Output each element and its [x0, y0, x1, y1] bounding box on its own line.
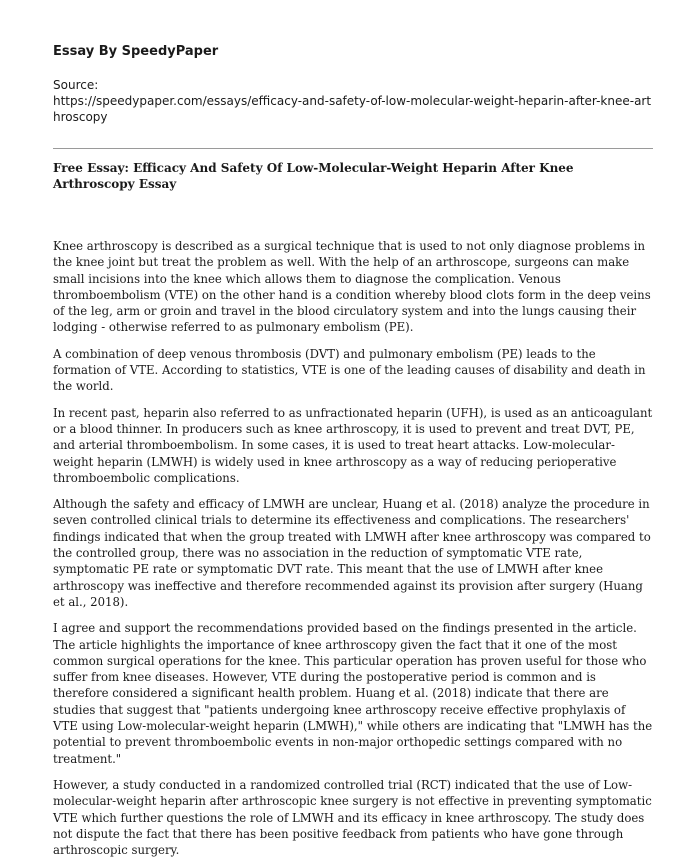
essay-paragraph: A combination of deep venous thrombosis (DVT) and pulmonary embolism (PE) leads to the formation of VTE. According to statistics, VTE is one of the leading causes of disability and death in the world. [53, 346, 646, 394]
document-header-title: Essay By SpeedyPaper [53, 44, 219, 59]
source-block [53, 77, 653, 125]
essay-body [53, 238, 653, 858]
source-url: https://speedypaper.com/essays/efficacy-and-safety-of-low-molecular-weight-heparin-after-knee-arthroscopy [53, 94, 652, 124]
essay-title: Free Essay: Efficacy And Safety Of Low-Molecular-Weight Heparin After Knee Arthroscopy Essay [53, 161, 574, 191]
essay-paragraph: However, a study conducted in a randomized controlled trial (RCT) indicated that the use of Low-molecular-weight heparin after arthroscopic knee surgery is not effective in preventing symptomatic VTE which further questions the role of LMWH and its efficacy in knee arthroscopy. The study does not dispute the fact that there has been positive feedback from patients who have gone through arthroscopic surgery. [53, 777, 652, 858]
essay-paragraph: In recent past, heparin also referred to as unfractionated heparin (UFH), is used as an anticoagulant or a blood thinner. In producers such as knee arthroscopy, it is used to prevent and treat DVT, PE, and arterial thromboembolism. In some cases, it is used to treat heart attacks. Low-molecular-weight heparin (LMWH) is widely used in knee arthroscopy as a way of reducing perioperative thromboembolic complications. [53, 405, 653, 485]
essay-paragraph: I agree and support the recommendations provided based on the findings presented in the article. The article highlights the importance of knee arthroscopy given the fact that it one of the most common surgical operations for the knee. This particular operation has proven useful for those who suffer from knee diseases. However, VTE during the postoperative period is common and is therefore considered a significant health problem. Huang et al. (2018) indicate that there are studies that suggest that "patients undergoing knee arthroscopy receive effective prophylaxis of VTE using Low-molecular-weight heparin (LMWH)," while others are indicating that "LMWH has the potential to prevent thromboembolic events in non-major orthopedic settings compared with no treatment." [53, 621, 653, 766]
header-divider [53, 148, 653, 149]
source-label: Source: [53, 78, 99, 92]
essay-paragraph: Although the safety and efficacy of LMWH are unclear, Huang et al. (2018) analyze the procedure in seven controlled clinical trials to determine its effectiveness and complications. The researchers' findings indicated that when the group treated with LMWH after knee arthroscopy was compared to the controlled group, there was no association in the reduction of symptomatic VTE rate, symptomatic PE rate or symptomatic DVT rate. This meant that the use of LMWH after knee arthroscopy was ineffective and therefore recommended against its provision after surgery (Huang et al., 2018). [53, 497, 651, 609]
essay-paragraph: Knee arthroscopy is described as a surgical technique that is used to not only diagnose problems in the knee joint but treat the problem as well. With the help of an arthroscope, surgeons can make small incisions into the knee which allows them to diagnose the complication. Venous thromboembolism (VTE) on the other hand is a condition whereby blood clots form in the deep veins of the leg, arm or groin and travel in the blood circulatory system and into the lungs causing their lodging - otherwise referred to as pulmonary embolism (PE). [53, 239, 651, 335]
